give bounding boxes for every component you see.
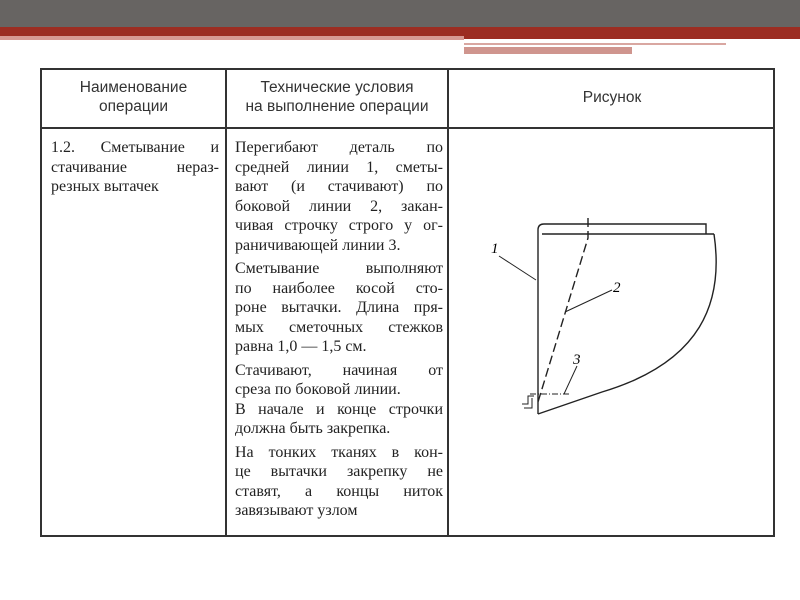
operations-table [40,68,775,537]
leader-1 [499,256,536,280]
text-line: В начале и конце строчки [235,400,443,418]
leader-3 [564,366,577,394]
figure-label-1: 1 [491,241,499,257]
text-line: раничивающей линии 3. [235,236,401,254]
header-text: на выполнение операции [245,98,429,115]
text-line: должна быть закрепка. [235,420,391,437]
text-line: ставят, а концы ниток [235,482,443,500]
side-stitch-line [538,218,588,402]
text-line: средней линии 1, сметы- [235,158,443,176]
text-line: резных вытачек [51,178,159,195]
slide-header-band [0,0,800,27]
text-line: равна 1,0 — 1,5 см. [235,338,367,355]
text-line: мых сметочных стежков [235,318,443,336]
text-line: 1.2. Сметывание и [51,139,219,156]
contour-curve [538,234,716,414]
text-line: Сметывание выполняют [235,260,443,277]
header-text: Наименование [79,79,188,96]
text-line: роне вытачки. Длина пря- [235,299,443,316]
text-line: це вытачки закрепку не [235,463,443,480]
figure-label-3: 3 [573,352,581,368]
figure-label-2: 2 [613,280,621,296]
text-line: стачивание нераз- [51,158,219,176]
text-line: завязывают узлом [235,502,358,519]
header-text: операции [98,98,169,115]
header-text: Технические условия [260,79,414,96]
decor-line [464,43,726,45]
slide-accent-stripe-light [0,36,464,40]
dart-figure [42,70,773,535]
header-text: Рисунок [582,89,642,106]
text-line: Перегибают деталь по [235,139,443,156]
text-line: вают (и стачивают) по [235,178,443,195]
text-line: среза по боковой линии. [235,381,401,398]
decor-bar [464,47,632,54]
text-line: по наиболее косой сто- [235,279,443,297]
leader-2 [565,290,612,312]
text-line: Стачивают, начиная от [235,361,443,379]
text-line: боковой линии 2, закан- [235,197,443,215]
tack-mark [522,396,534,408]
text-line: чивая строчку строго у ог- [235,217,443,234]
text-line: На тонких тканях в кон- [235,443,443,461]
